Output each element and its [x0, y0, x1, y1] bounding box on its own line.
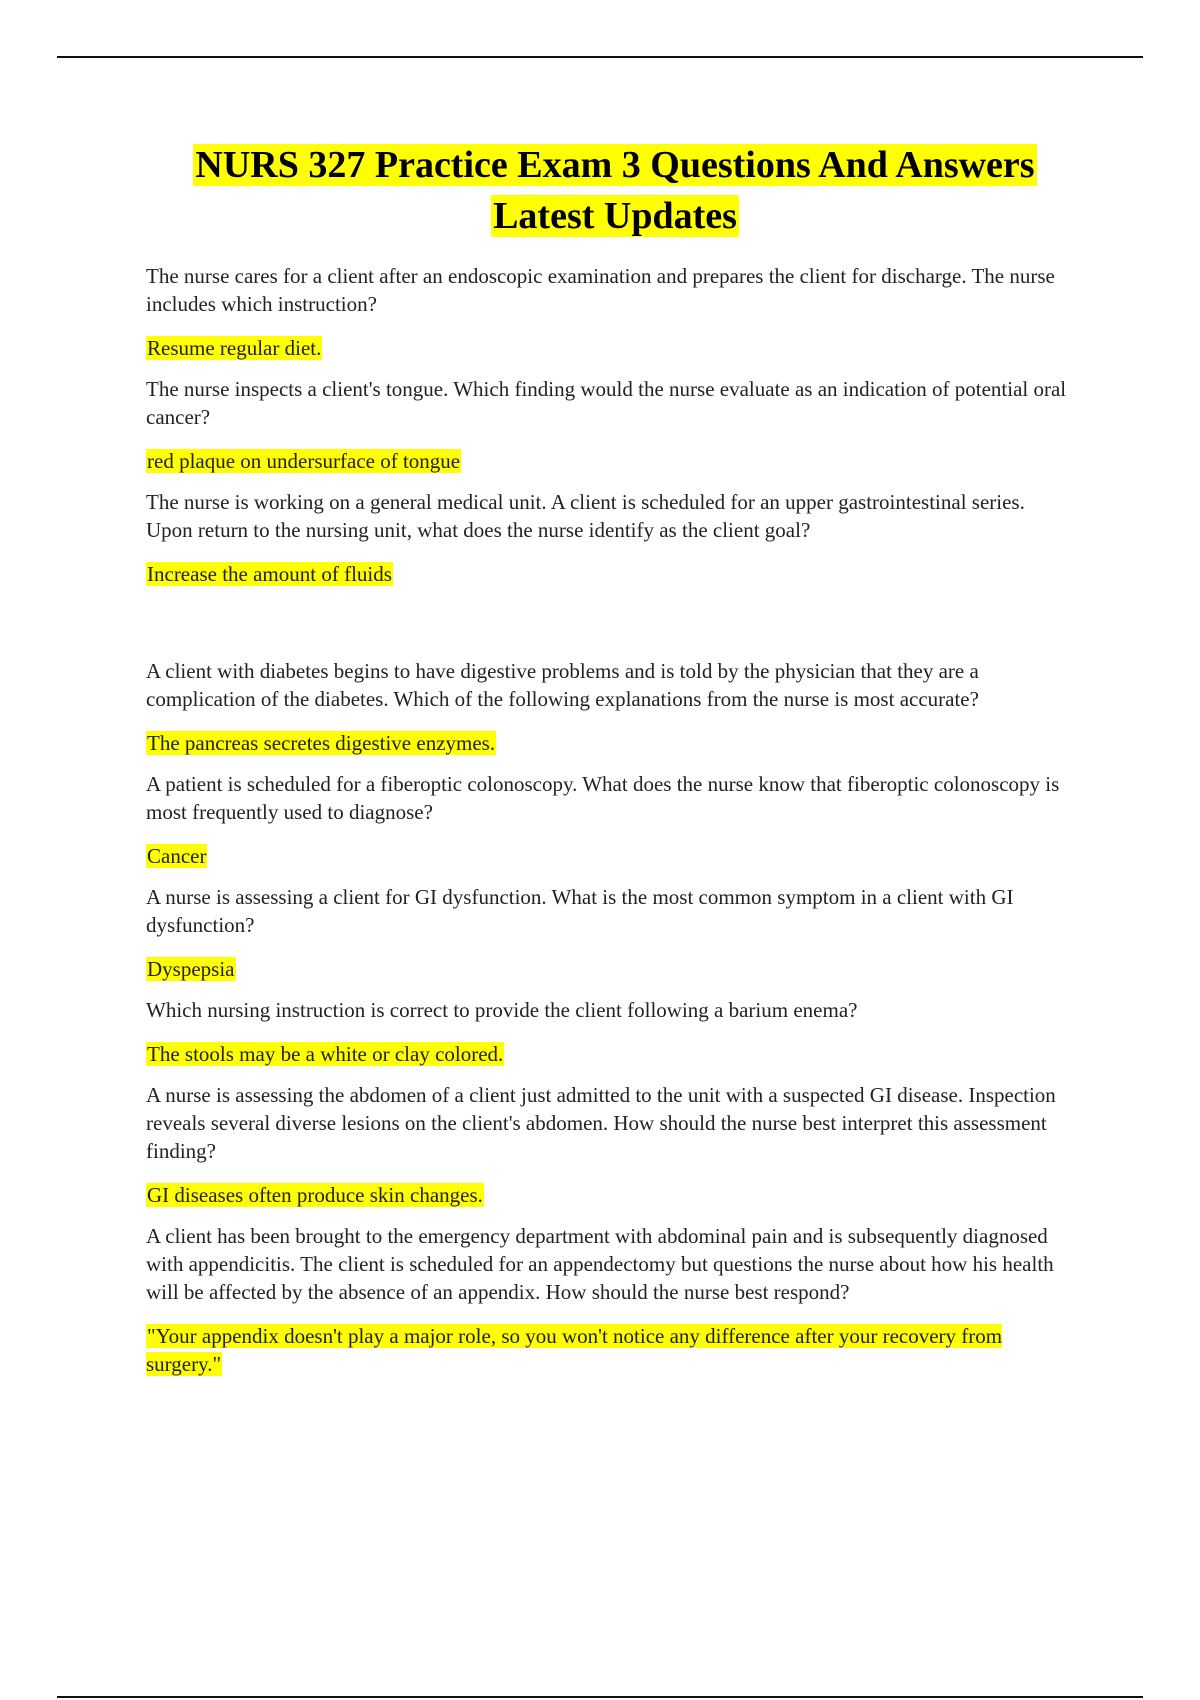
answer-2-text: red plaque on undersurface of tongue — [147, 449, 461, 473]
question-1: The nurse cares for a client after an endoscopic examination and prepares the client for discharge. The nurse includes which instruction? — [146, 264, 1055, 316]
answer-1-text: Resume regular diet. — [147, 336, 322, 360]
answer-5-text: Cancer — [147, 844, 207, 868]
answer-8 — [146, 1181, 1076, 1209]
question-9: A client has been brought to the emergency department with abdominal pain and is subsequently diagnosed with appendicitis. The client is scheduled for an appendectomy but questions the nurse about how his health will be affected by the absence of an appendix. How should the nurse best respond? — [146, 1224, 1054, 1304]
answer-3-text: Increase the amount of fluids — [147, 562, 392, 586]
answer-9-text: "Your appendix doesn't play a major role, so you won't notice any difference after your recovery from surgery." — [146, 1324, 1003, 1376]
answer-7-text: The stools may be a white or clay colored. — [147, 1042, 504, 1066]
title-line-1: NURS 327 Practice Exam 3 Questions And Answers — [195, 144, 1035, 186]
question-7: Which nursing instruction is correct to provide the client following a barium enema? — [146, 998, 858, 1022]
answer-7 — [146, 1040, 1076, 1068]
qa-list — [146, 262, 1076, 1391]
answer-4-text: The pancreas secretes digestive enzymes. — [147, 731, 496, 755]
answer-6-text: Dyspepsia — [147, 957, 235, 981]
question-5: A patient is scheduled for a fiberoptic colonoscopy. What does the nurse know that fiberoptic colonoscopy is most frequently used to diagnose? — [146, 772, 1060, 824]
spacer — [146, 601, 1076, 657]
answer-1 — [146, 334, 1076, 362]
answer-8-text: GI diseases often produce skin changes. — [147, 1183, 483, 1207]
answer-5 — [146, 842, 1076, 870]
document-title — [120, 140, 1110, 242]
question-3: The nurse is working on a general medical unit. A client is scheduled for an upper gastrointestinal series. Upon return to the nursing unit, what does the nurse identify as the client goal? — [146, 490, 1025, 542]
bottom-rule — [57, 1696, 1143, 1698]
answer-9 — [146, 1322, 1076, 1378]
question-2: The nurse inspects a client's tongue. Which finding would the nurse evaluate as an indication of potential oral cancer? — [146, 377, 1067, 429]
answer-2 — [146, 447, 1076, 475]
question-6: A nurse is assessing a client for GI dysfunction. What is the most common symptom in a client with GI dysfunction? — [146, 885, 1014, 937]
top-rule — [57, 56, 1143, 58]
answer-3 — [146, 560, 1076, 588]
answer-4 — [146, 729, 1076, 757]
question-8: A nurse is assessing the abdomen of a client just admitted to the unit with a suspected GI disease. Inspection reveals several diverse lesions on the client's abdomen. How should the nurse best interpret this assessment finding? — [146, 1083, 1056, 1163]
question-4: A client with diabetes begins to have digestive problems and is told by the physician that they are a complication of the diabetes. Which of the following explanations from the nurse is most accurate? — [146, 659, 979, 711]
title-line-2: Latest Updates — [493, 195, 737, 237]
answer-6 — [146, 955, 1076, 983]
